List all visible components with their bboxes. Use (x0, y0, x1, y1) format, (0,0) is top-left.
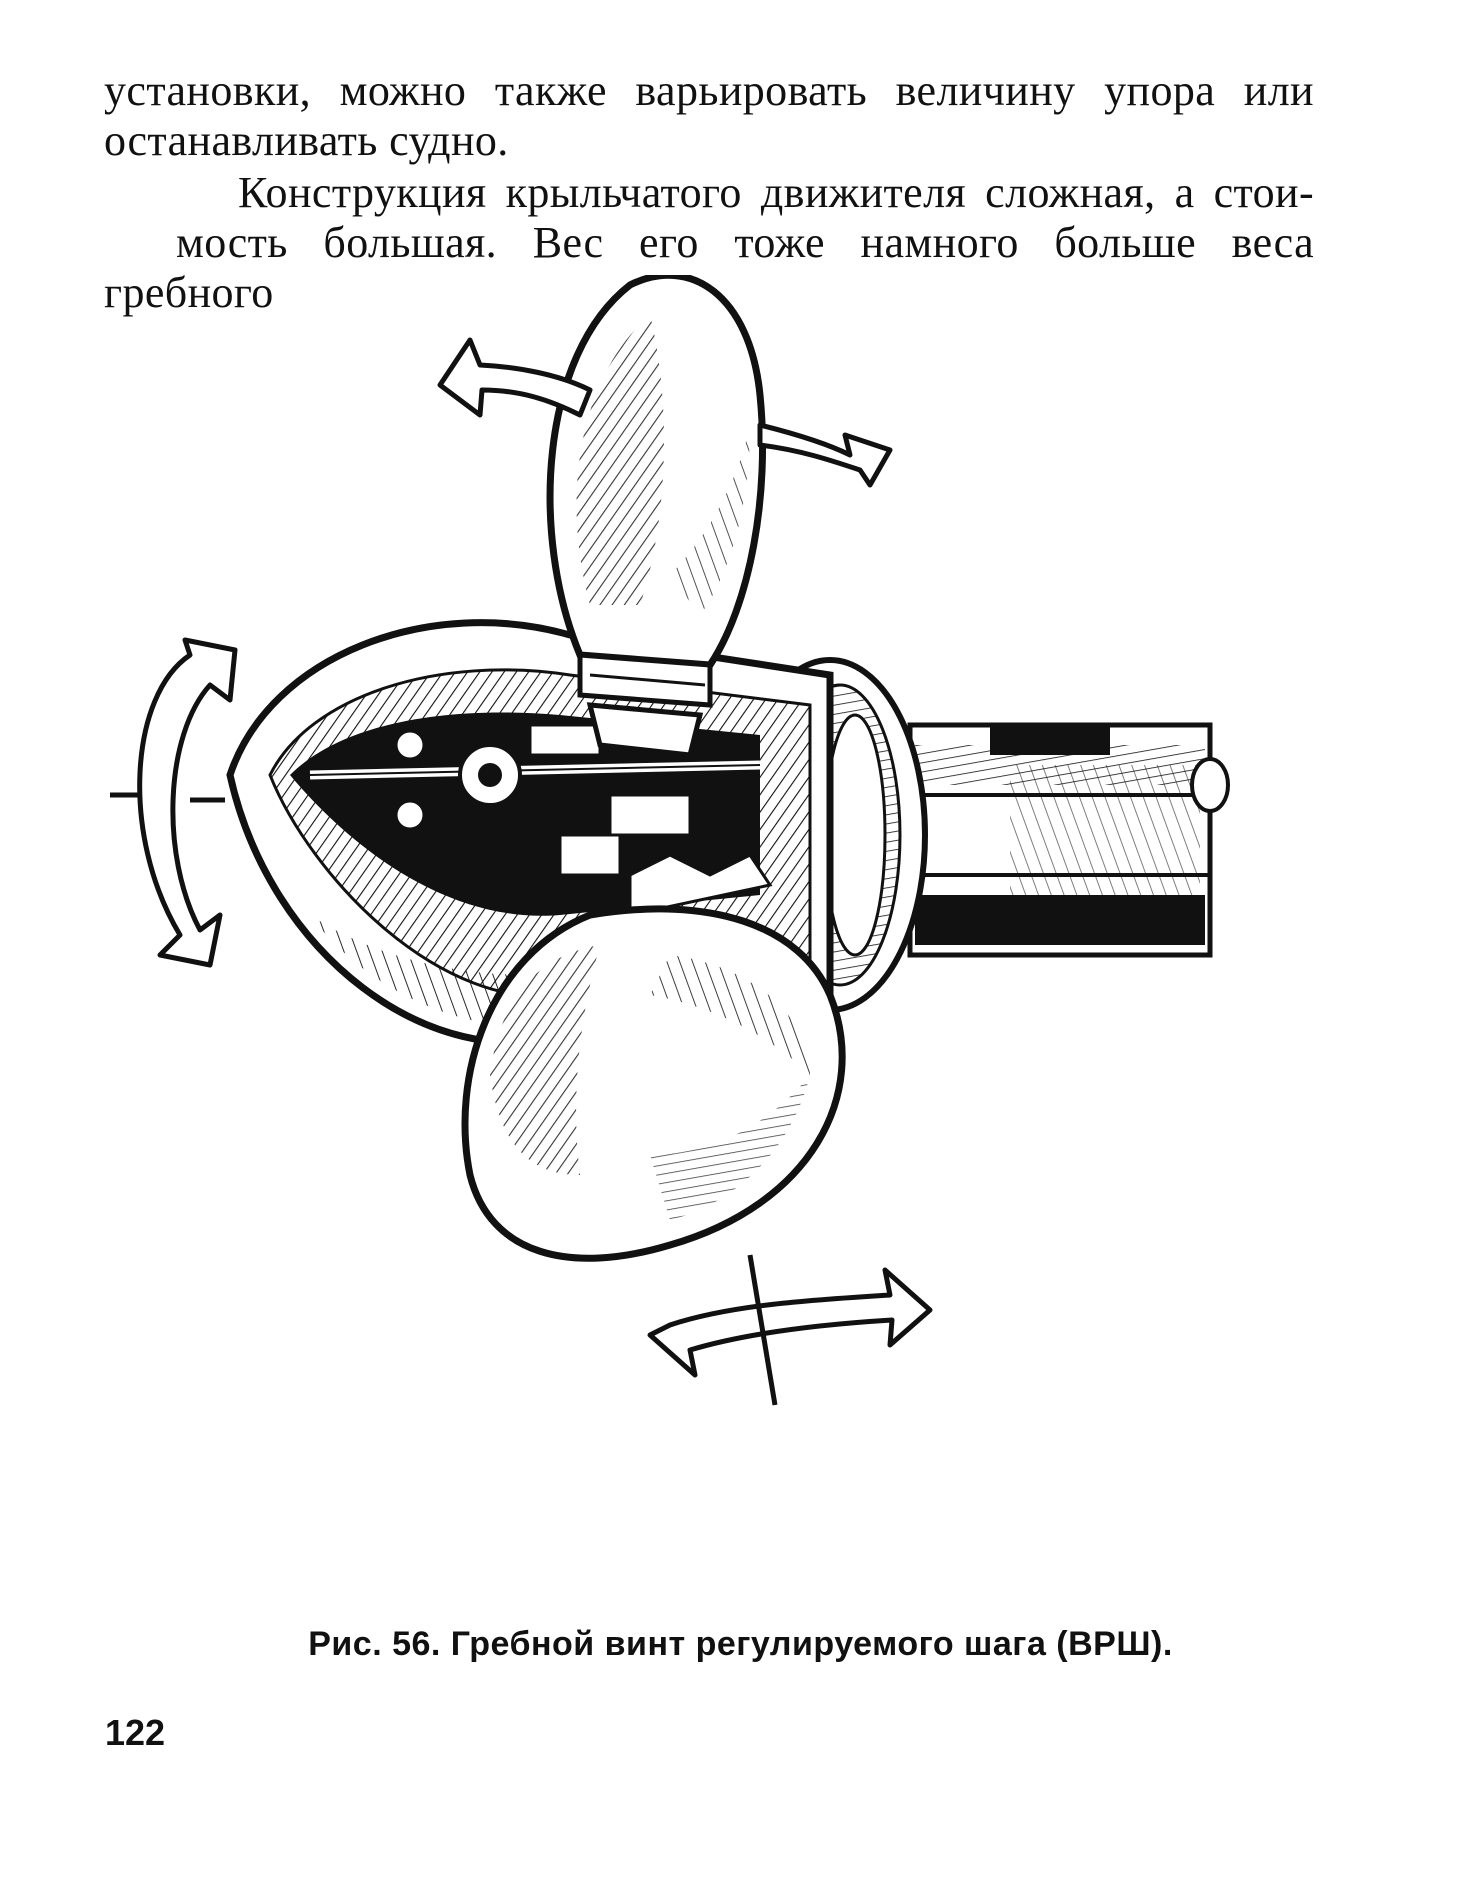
paragraph-continuation (104, 66, 1314, 166)
figure-caption: Рис. 56. Гребной винт регулируемого шага (ВРШ). (308, 1625, 1173, 1663)
propeller-drawing (110, 275, 1260, 1605)
propeller-illustration (110, 275, 1260, 1605)
text-line: Конструкция крыльчатого движителя сложная, а стои- (238, 168, 1314, 217)
text-line: останавливать судно. (104, 116, 509, 165)
rotation-arrow-bottom (650, 1255, 930, 1405)
shaft (910, 725, 1228, 955)
text-line: установки, можно также варьировать величину упора или (104, 66, 1314, 115)
bottom-blade (465, 909, 842, 1258)
page-number: 122 (105, 1712, 166, 1753)
text-line: мость большая. Вес его тоже намного больше веса гребного (104, 218, 1314, 317)
